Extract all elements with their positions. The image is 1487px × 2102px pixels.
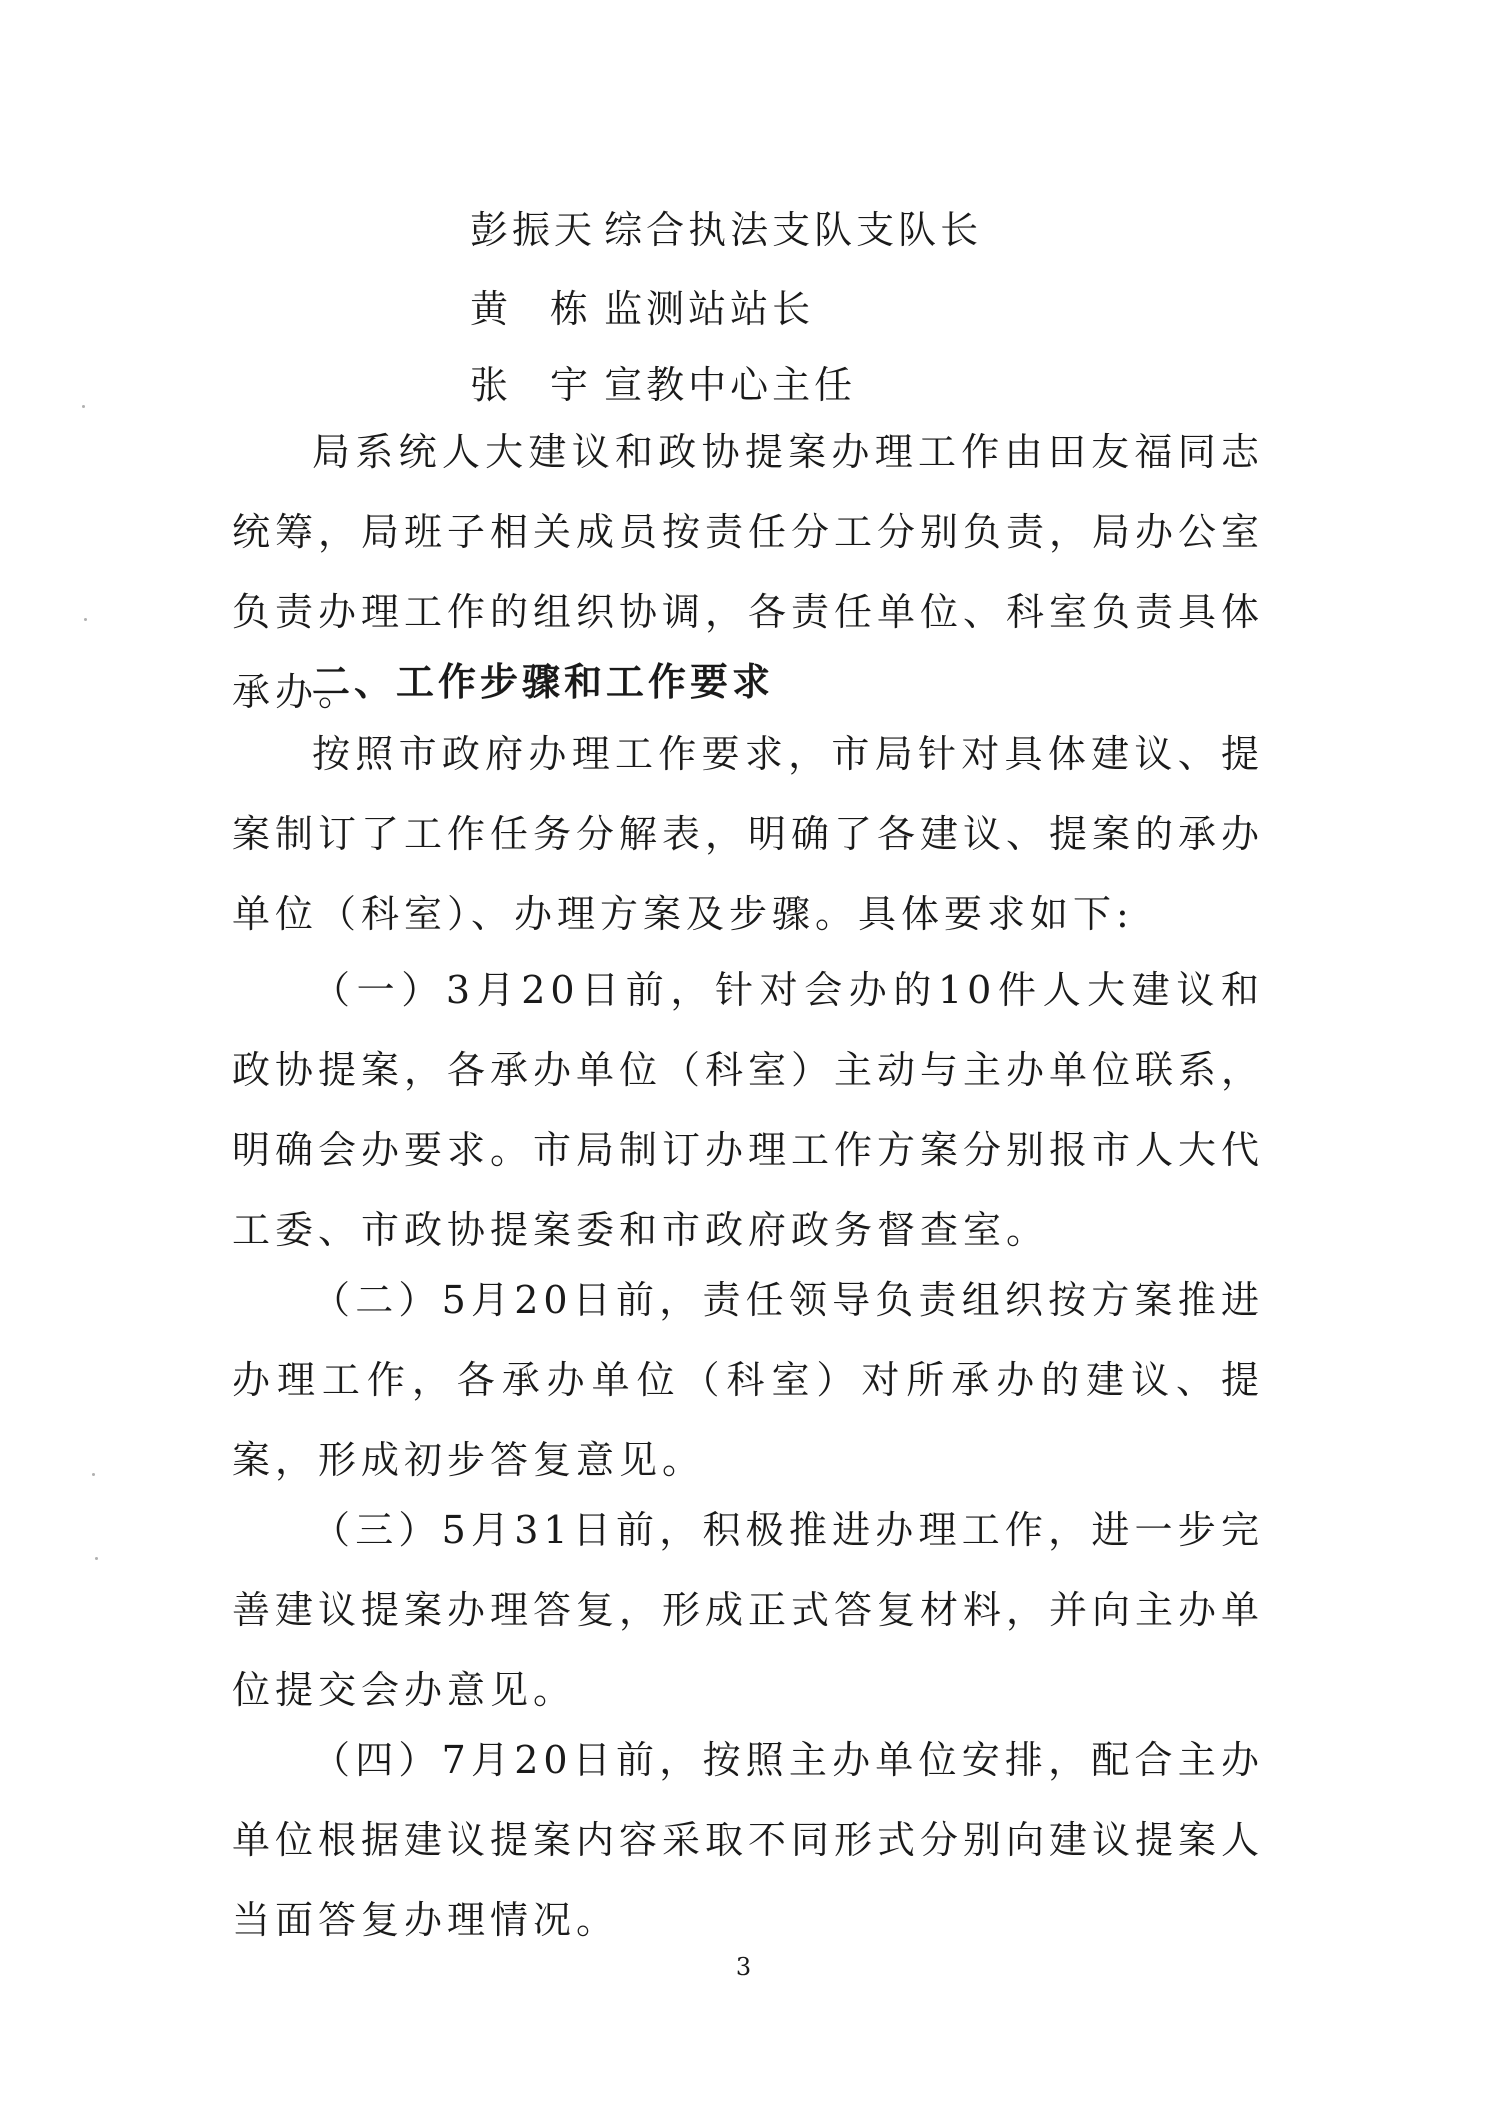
scan-speck xyxy=(95,1557,98,1560)
scan-speck xyxy=(84,618,87,621)
paragraph-step-1: （一）3月20日前，针对会办的10件人大建议和政协提案，各承办单位（科室）主动与主办单位联系，明确会办要求。市局制订办理工作方案分别报市人大代工委、市政协提案委和市政府政务督查室。 xyxy=(232,968,1265,1252)
staff-role: 监测站站长 xyxy=(604,287,815,331)
paragraph-step-3: （三）5月31日前，积极推进办理工作，进一步完善建议提案办理答复，形成正式答复材料，并向主办单位提交会办意见。 xyxy=(232,1508,1265,1712)
scan-speck xyxy=(82,405,85,408)
section-heading: 二、工作步骤和工作要求 xyxy=(312,659,775,704)
scan-speck xyxy=(92,1473,95,1476)
staff-name: 黄栋 xyxy=(470,287,631,331)
staff-role: 宣教中心主任 xyxy=(604,363,857,407)
paragraph-coordination: 局系统人大建议和政协提案办理工作由田友福同志统筹，局班子相关成员按责任分工分别负责，局办公室负责办理工作的组织协调，各责任单位、科室负责具体承办。 xyxy=(232,430,1265,714)
staff-line xyxy=(470,208,982,252)
staff-name: 彭振天 xyxy=(470,208,597,252)
staff-line xyxy=(470,287,814,331)
paragraph-step-4: （四）7月20日前，按照主办单位安排，配合主办单位根据建议提案内容采取不同形式分别向建议提案人当面答复办理情况。 xyxy=(232,1738,1265,1942)
staff-role: 综合执法支队支队长 xyxy=(604,208,983,252)
staff-line xyxy=(470,363,856,407)
paragraph-requirements-intro: 按照市政府办理工作要求，市局针对具体建议、提案制订了工作任务分解表，明确了各建议、提案的承办单位（科室）、办理方案及步骤。具体要求如下: xyxy=(232,732,1265,936)
staff-name: 张宇 xyxy=(470,363,631,407)
paragraph-step-2: （二）5月20日前，责任领导负责组织按方案推进办理工作，各承办单位（科室）对所承办的建议、提案，形成初步答复意见。 xyxy=(232,1278,1264,1482)
page-number: 3 xyxy=(735,1953,752,1981)
